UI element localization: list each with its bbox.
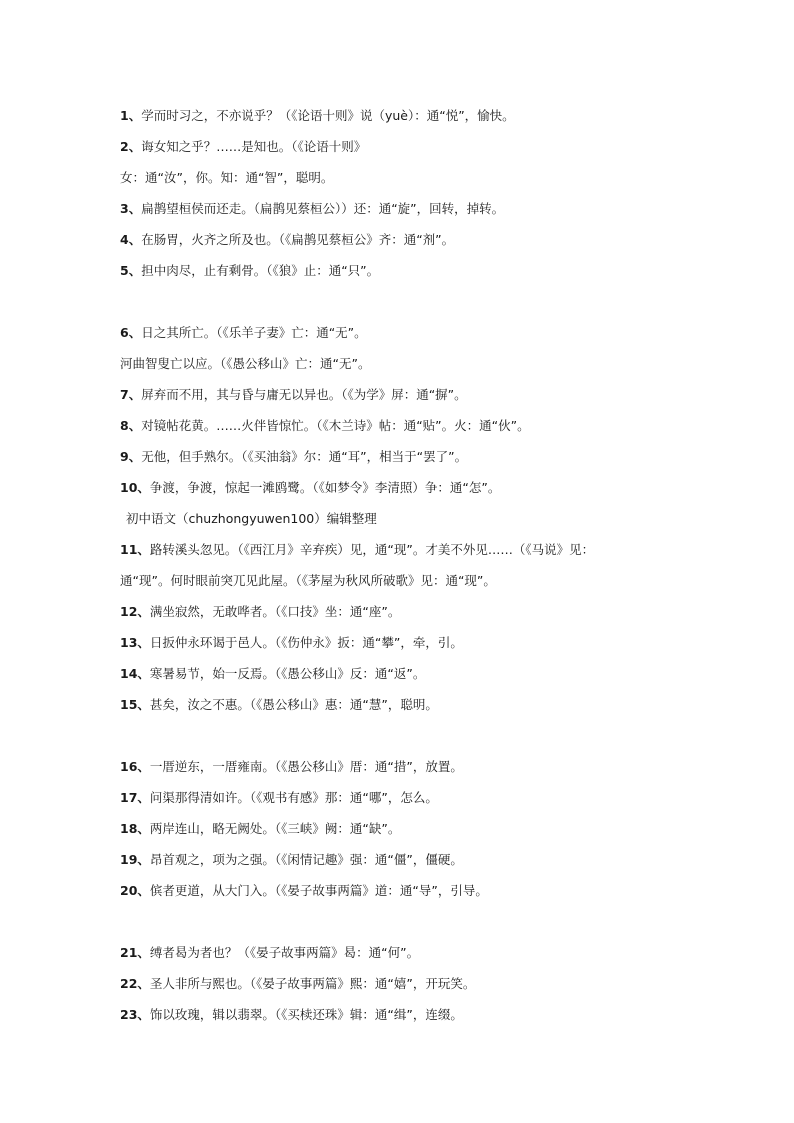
list-item: 14、寒暑易节，始一反焉。（《愚公移山》反：通“返”。 <box>120 666 426 681</box>
list-item: 16、一厝逆东，一厝雍南。（《愚公移山》厝：通“措”，放置。 <box>120 759 463 774</box>
list-item: 3、扁鹊望桓侯而还走。（扁鹊见蔡桓公））还：通“旋”，回转，掉转。 <box>120 201 505 216</box>
list-item: 5、担中肉尽，止有剩骨。（《狼》止：通“只”。 <box>120 263 380 278</box>
list-item: 15、甚矣，汝之不惠。（《愚公移山》惠：通“慧”，聪明。 <box>120 697 438 712</box>
list-item: 10、争渡，争渡，惊起一滩鸥鹭。（《如梦令》李清照）争：通“怎”。 <box>120 480 501 495</box>
document-body <box>120 100 680 1030</box>
list-item: 23、饰以玫瑰，辑以翡翠。（《买椟还珠》辑：通“缉”，连缀。 <box>120 1007 463 1022</box>
list-item: 20、傧者更道，从大门入。（《晏子故事两篇》道：通“导”，引导。 <box>120 883 488 898</box>
list-item: 女：通“汝”，你。知：通“智”，聪明。 <box>120 170 334 185</box>
blank-line <box>120 906 680 937</box>
list-item: 12、满坐寂然，无敢哗者。（《口技》坐：通“座”。 <box>120 604 401 619</box>
list-item: 17、问渠那得清如许。（《观书有感》那：通“哪”，怎么。 <box>120 790 438 805</box>
list-item: 13、日扳仲永环谒于邑人。（《伤仲永》扳：通“攀”，牵，引。 <box>120 635 463 650</box>
editor-note: 初中语文（chuzhongyuwen100）编辑整理 <box>126 511 377 526</box>
list-item: 4、在肠胃，火齐之所及也。（《扁鹊见蔡桓公》齐：通“剂”。 <box>120 232 455 247</box>
list-item: 11、路转溪头忽见。（《西江月》辛弃疾）见，通“现”。才美不外见……（《马说》见： <box>120 542 595 557</box>
blank-line <box>120 720 680 751</box>
list-item: 21、缚者曷为者也？（《晏子故事两篇》曷：通“何”。 <box>120 945 420 960</box>
list-item: 7、屏弃而不用，其与昏与庸无以异也。（《为学》屏：通“摒”。 <box>120 387 467 402</box>
blank-line <box>120 286 680 317</box>
list-item: 9、无他，但手熟尔。（《买油翁》尔：通“耳”，相当于“罢了”。 <box>120 449 468 464</box>
list-item: 通“现”。何时眼前突兀见此屋。（《茅屋为秋风所破歌》见：通“现”。 <box>120 573 496 588</box>
list-item: 2、诲女知之乎？……是知也。（《论语十则》 <box>120 139 367 154</box>
list-item: 19、昂首观之，项为之强。（《闲情记趣》强：通“僵”，僵硬。 <box>120 852 463 867</box>
list-item: 河曲智叟亡以应。（《愚公移山》亡：通“无”。 <box>120 356 371 371</box>
list-item: 22、圣人非所与熙也。（《晏子故事两篇》熙：通“嬉”，开玩笑。 <box>120 976 476 991</box>
list-item: 18、两岸连山，略无阙处。（《三峡》阙：通“缺”。 <box>120 821 401 836</box>
list-item: 1、学而时习之，不亦说乎？（《论语十则》说（yuè）：通“悦”，愉快。 <box>120 108 515 123</box>
list-item: 6、日之其所亡。（《乐羊子妻》亡：通“无”。 <box>120 325 367 340</box>
list-item: 8、对镜帖花黄。……火伴皆惊忙。（《木兰诗》帖：通“贴”。火：通“伙”。 <box>120 418 530 433</box>
